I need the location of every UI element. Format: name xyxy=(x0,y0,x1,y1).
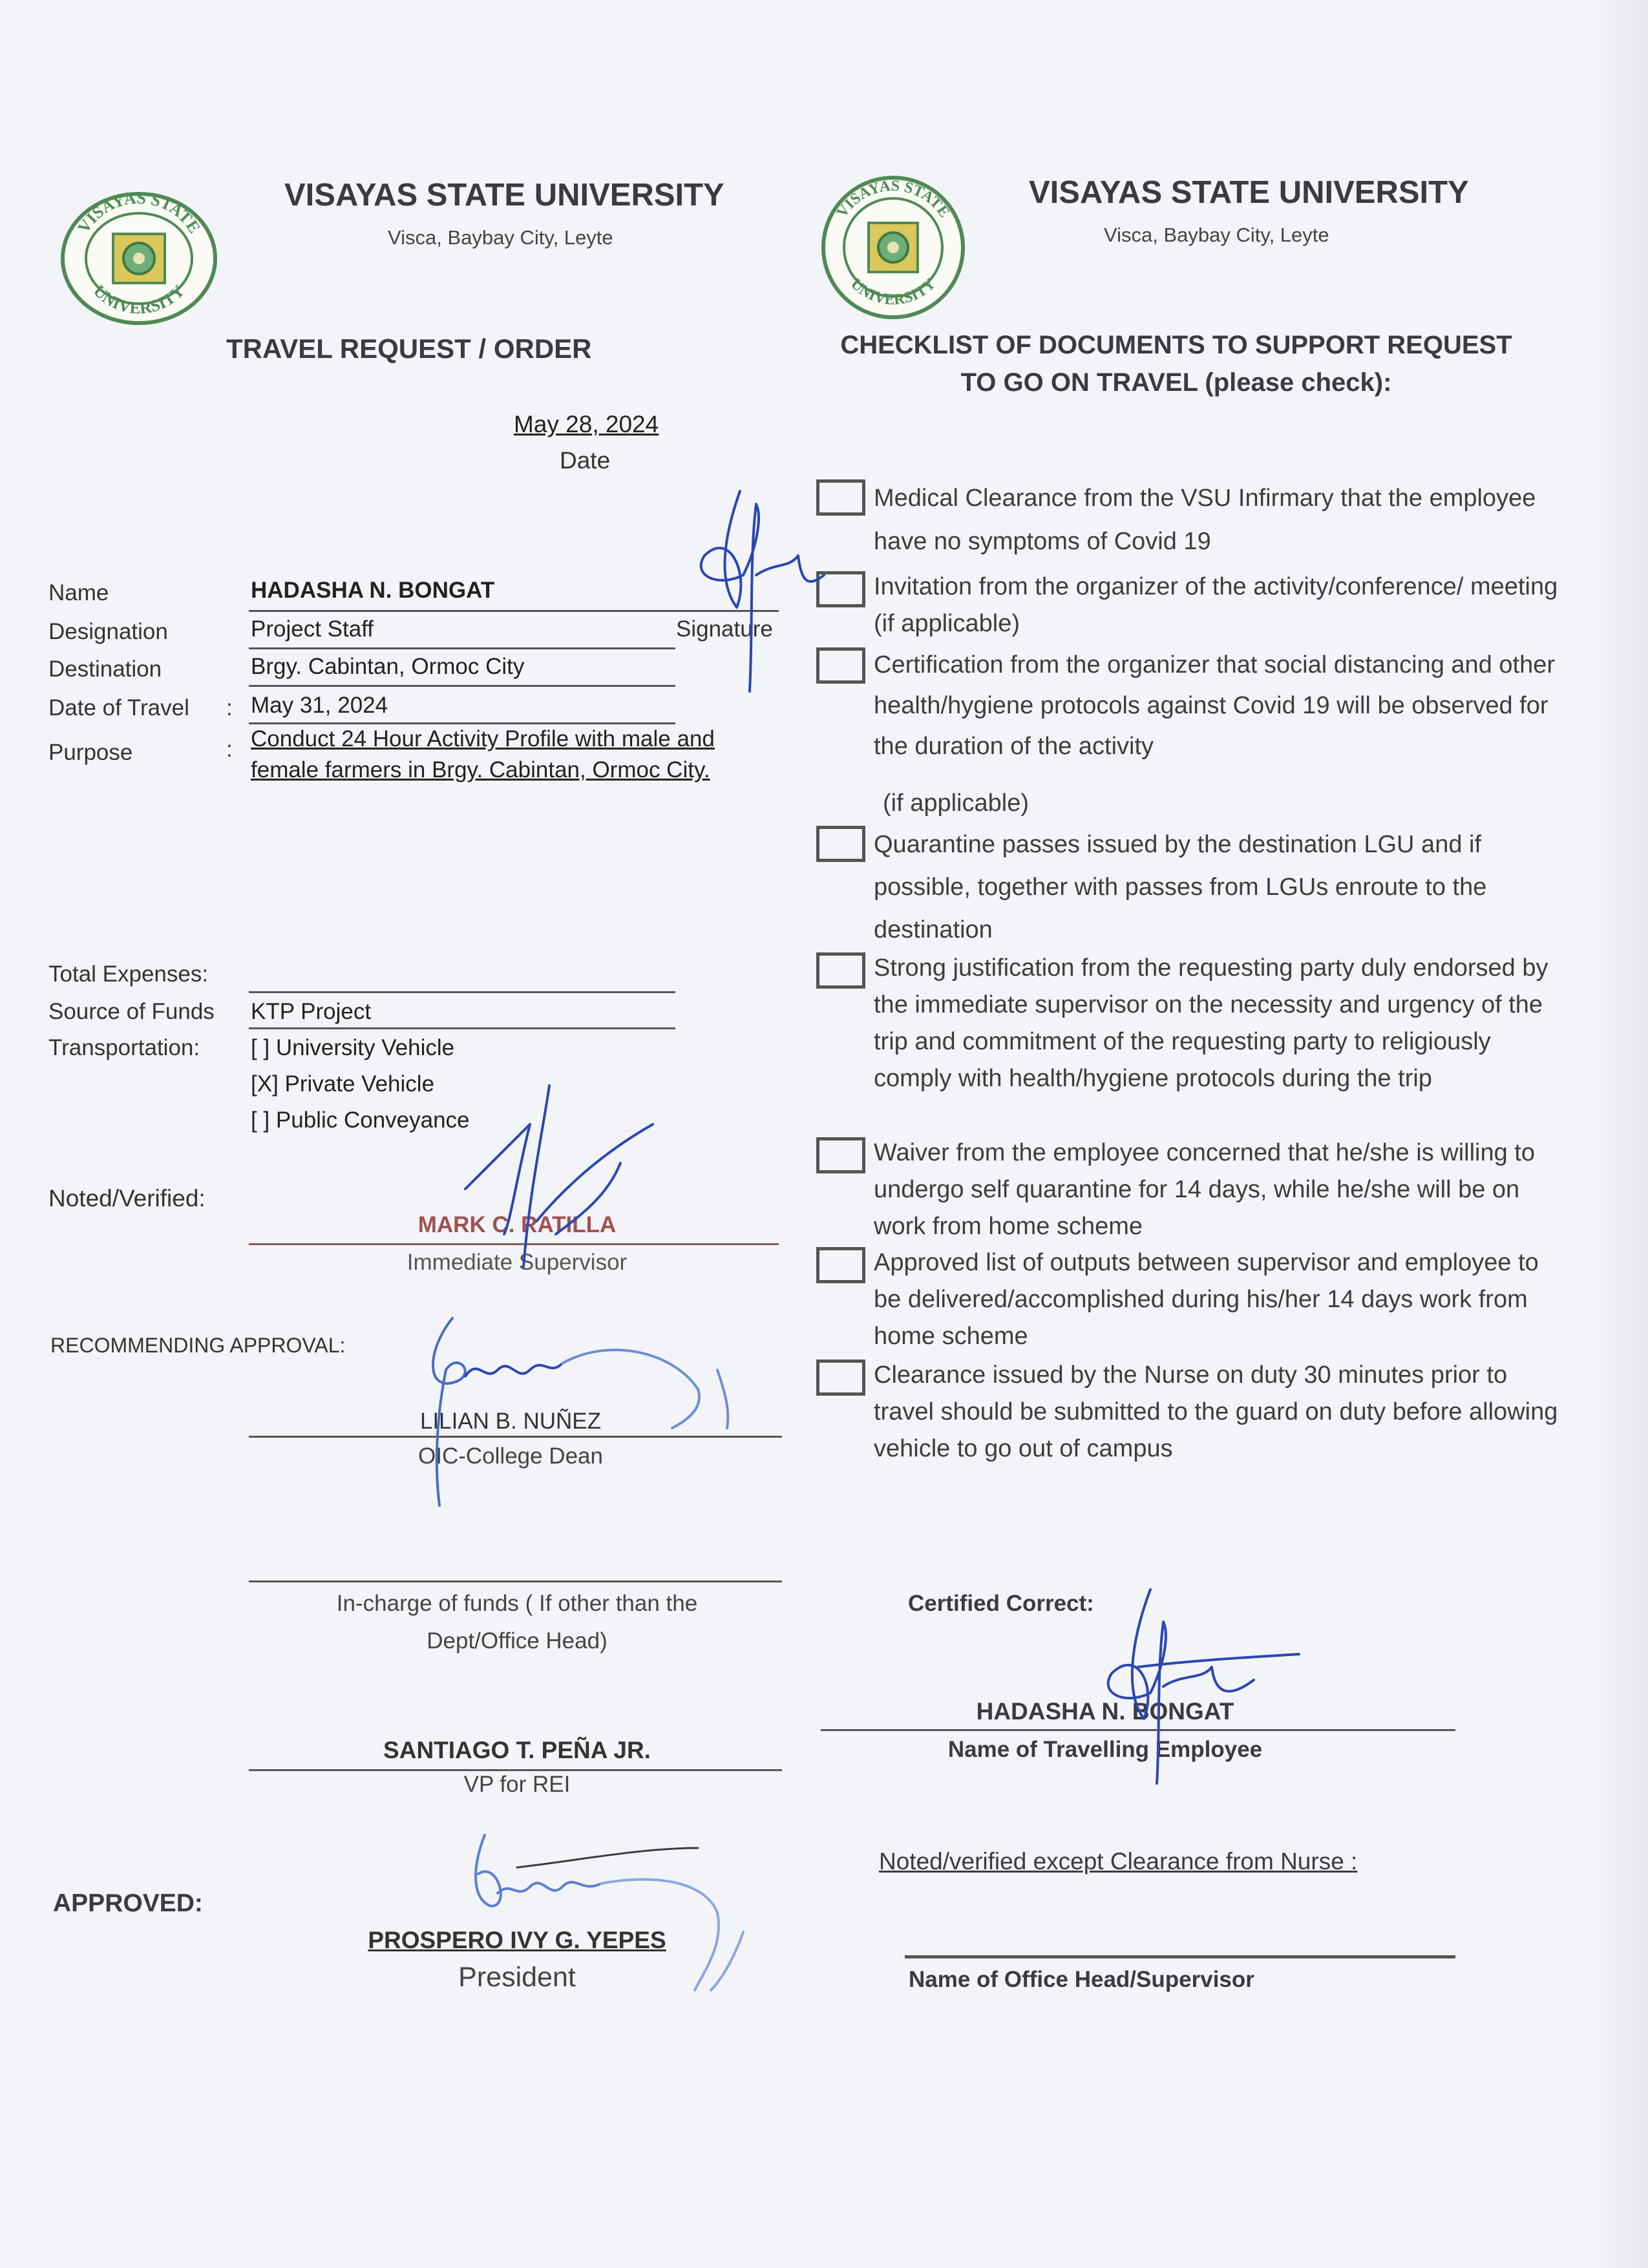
president-name: PROSPERO IVY G. YEPES xyxy=(368,1927,666,1953)
destination-label: Destination xyxy=(48,656,162,682)
checklist-item-waiver: Waiver from the employee concerned that he/she is willing to undergo self quarantine for 14 days, while he/she will be on work from home scheme xyxy=(874,1139,1535,1240)
university-address-left: Visca, Baybay City, Leyte xyxy=(388,226,613,249)
funds-incharge-line-1: In-charge of funds ( If other than the xyxy=(336,1591,698,1616)
seal-top-text-left: VISAYAS STATE xyxy=(74,188,204,236)
supervisor-name: MARK C. RATILLA xyxy=(417,1212,617,1237)
checkbox-approved-outputs[interactable] xyxy=(816,1247,865,1283)
purpose-label: Purpose xyxy=(48,740,133,765)
office-head-caption: Name of Office Head/Supervisor xyxy=(909,1967,1254,1992)
noted-except-nurse-label: Noted/verified except Clearance from Nurse : xyxy=(879,1848,1358,1874)
applicant-signature-mark xyxy=(679,478,827,698)
seal-bottom-text-left: UNIVERSITY xyxy=(89,281,189,318)
approved-label: APPROVED: xyxy=(53,1889,203,1917)
name-label: Name xyxy=(48,580,109,605)
seal-top-text-right: VISAYAS STATE xyxy=(833,177,953,221)
source-of-funds-underline xyxy=(249,1027,675,1029)
checklist-title-line-1: CHECKLIST OF DOCUMENTS TO SUPPORT REQUEST xyxy=(840,331,1512,359)
checklist-item-medical-clearance: Medical Clearance from the VSU Infirmary that the employee have no symptoms of Covid 19 xyxy=(874,485,1536,555)
transport-option-public: [ ] Public Conveyance xyxy=(251,1108,470,1133)
transport-option-private: [X] Private Vehicle xyxy=(251,1071,435,1097)
dean-title: OIC-College Dean xyxy=(418,1444,603,1469)
funds-incharge-signature-line xyxy=(249,1580,782,1582)
supervisor-title: Immediate Supervisor xyxy=(407,1250,628,1275)
office-head-signature-line xyxy=(905,1955,1455,1958)
employee-caption: Name of Travelling Employee xyxy=(947,1737,1263,1762)
destination-value: Brgy. Cabintan, Ormoc City xyxy=(251,654,525,679)
designation-value: Project Staff xyxy=(251,616,374,642)
university-address-right: Visca, Baybay City, Leyte xyxy=(1104,224,1329,246)
president-signature-mark xyxy=(446,1822,769,2003)
date-of-travel-colon: : xyxy=(226,695,233,720)
checkbox-nurse-clearance[interactable] xyxy=(816,1360,865,1396)
checklist-item-certification-extra: (if applicable) xyxy=(883,790,1029,817)
purpose-line-1: Conduct 24 Hour Activity Profile with male and xyxy=(251,726,715,751)
request-date: May 28, 2024 xyxy=(514,411,659,437)
checklist-item-strong-justification: Strong justification from the requesting party duly endorsed by the immediate supervisor on the necessity and urgency of the trip and commitment of the requesting party to religiously comply with health/hygiene protocols during the trip xyxy=(874,954,1548,1092)
certified-correct-label: Certified Correct: xyxy=(908,1591,1094,1616)
checklist-title-line-2: TO GO ON TRAVEL (please check): xyxy=(960,368,1392,397)
date-of-travel-underline xyxy=(249,722,675,724)
checkbox-waiver[interactable] xyxy=(816,1137,865,1173)
transport-option-university: [ ] University Vehicle xyxy=(251,1035,455,1060)
vp-title: VP for REI xyxy=(463,1772,571,1797)
source-of-funds-value: KTP Project xyxy=(251,999,372,1024)
total-expenses-label: Total Expenses: xyxy=(48,961,209,987)
funds-incharge-line-2: Dept/Office Head) xyxy=(427,1628,607,1654)
total-expenses-underline xyxy=(249,991,675,993)
recommending-approval-label: RECOMMENDING APPROVAL: xyxy=(50,1334,346,1357)
name-value: HADASHA N. BONGAT xyxy=(251,578,495,603)
source-of-funds-label: Source of Funds xyxy=(48,999,215,1024)
university-name-left: VISAYAS STATE UNIVERSITY xyxy=(284,178,724,213)
checklist-item-certification: Certification from the organizer that social distancing and other health/hygiene protocols against Covid 19 will be observed for the duration of the activity xyxy=(874,651,1555,760)
university-name-right: VISAYAS STATE UNIVERSITY xyxy=(1029,175,1469,210)
employee-signature-mark xyxy=(1060,1577,1305,1790)
president-title: President xyxy=(458,1962,576,1993)
purpose-line-2: female farmers in Brgy. Cabintan, Ormoc City. xyxy=(251,757,710,782)
destination-underline xyxy=(249,685,675,687)
date-label: Date xyxy=(560,447,611,474)
form-title: TRAVEL REQUEST / ORDER xyxy=(226,333,592,364)
signature-label: Signature xyxy=(676,616,773,642)
university-seal-left xyxy=(55,187,223,330)
checkbox-strong-justification[interactable] xyxy=(816,952,865,989)
seal-bottom-text-right: UNIVERSITY xyxy=(847,275,940,309)
purpose-colon: : xyxy=(226,737,233,762)
date-of-travel-value: May 31, 2024 xyxy=(251,693,388,718)
checklist-item-approved-outputs: Approved list of outputs between supervisor and employee to be delivered/accomplished during his/her 14 days work from home scheme xyxy=(874,1249,1539,1350)
designation-label: Designation xyxy=(48,619,168,644)
checklist-item-invitation: Invitation from the organizer of the activity/conference/ meeting (if applicable) xyxy=(874,573,1558,637)
transportation-label: Transportation: xyxy=(48,1035,200,1060)
supervisor-signature-mark xyxy=(452,1079,659,1273)
dean-name: LILIAN B. NUÑEZ xyxy=(419,1409,602,1434)
employee-name: HADASHA N. BONGAT xyxy=(976,1698,1234,1725)
university-seal-right xyxy=(816,173,971,322)
page-edge-shadow xyxy=(1596,0,1648,2268)
vp-name: SANTIAGO T. PEÑA JR. xyxy=(383,1737,651,1763)
dean-signature-mark xyxy=(401,1299,763,1512)
date-of-travel-label: Date of Travel xyxy=(48,695,189,720)
checklist-item-quarantine-passes: Quarantine passes issued by the destination LGU and if possible, together with passes from LGUs enroute to the destination xyxy=(874,831,1487,943)
checkbox-quarantine-passes[interactable] xyxy=(816,826,865,862)
checklist-item-nurse-clearance: Clearance issued by the Nurse on duty 30 minutes prior to travel should be submitted to the guard on duty before allowing vehicle to go out of campus xyxy=(874,1361,1558,1462)
vp-signature-line xyxy=(249,1769,782,1771)
noted-verified-label: Noted/Verified: xyxy=(48,1185,206,1212)
designation-underline xyxy=(249,647,675,649)
